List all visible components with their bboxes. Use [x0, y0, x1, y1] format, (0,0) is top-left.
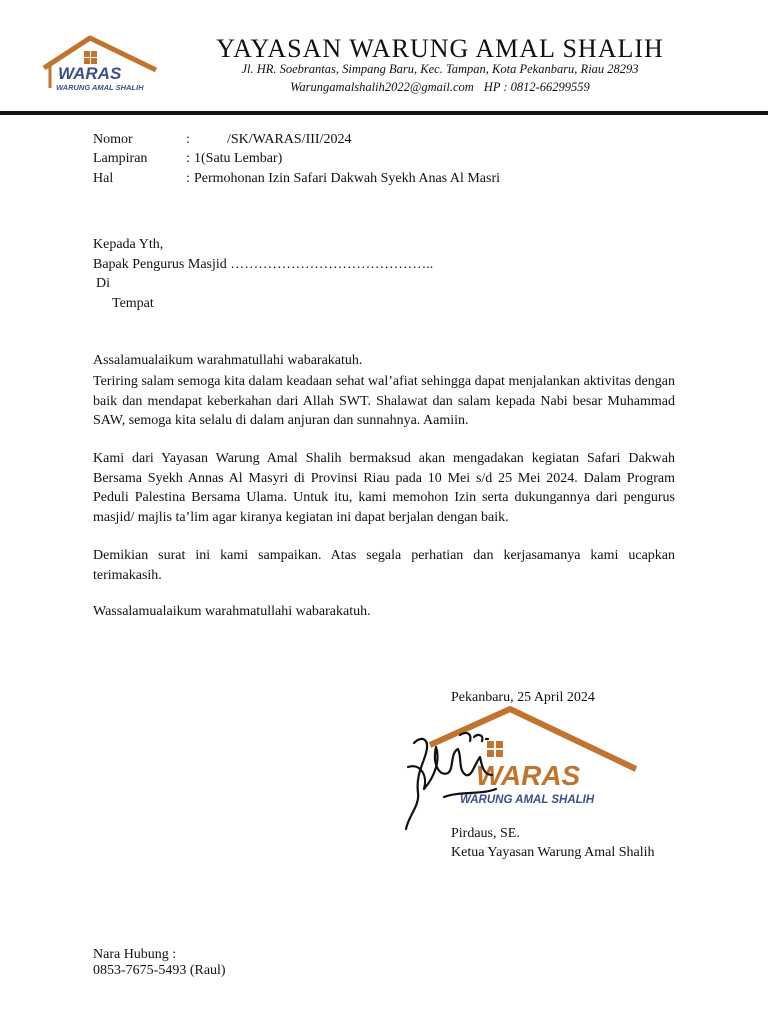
body-paragraph-2: Kami dari Yayasan Warung Amal Shalih bermaksud akan mengadakan kegiatan Safari Dakwah Bersama Syekh Annas Al Masyri di Provinsi Riau pada 10 Mei s/d 25 Mei 2024. Dalam Program Peduli Palestina Bersama Ulama. Untuk itu, kami memohon Izin serta dukungannya dari pengurus masjid/ majlis ta’lim agar kiranya kegiatan ini dapat berjalan dengan baik. — [93, 451, 675, 525]
closing-salutation: Wassalamualaikum warahmatullahi wabarakatuh. — [93, 604, 371, 619]
recipient-line-4: Tempat — [112, 296, 154, 311]
body-paragraph-1: Teriring salam semoga kita dalam keadaan sehat wal’afiat sehingga dapat menjalankan aktivitas dengan baik dan mendapat keberkahan dari Allah SWT. Shalawat dan salam kepada Nabi besar Muhammad SAW, semoga kita selalu di dalam anjuran dan sunnahnya. Aamiin. — [93, 374, 675, 428]
recipient-line-1: Kepada Yth, — [93, 237, 164, 252]
greeting: Assalamualaikum warahmatullahi wabarakatuh. — [93, 353, 363, 368]
body-paragraph-3: Demikian surat ini kami sampaikan. Atas segala perhatian dan kerjasamanya kami ucapkan terimakasih. — [93, 548, 675, 583]
letterhead-divider — [0, 111, 768, 115]
meta-nomor: Nomor : /SK/WARAS/III/2024 — [93, 132, 352, 147]
stamp-mark: WARAS — [476, 760, 581, 791]
meta-nomor-label: Nomor — [93, 132, 133, 147]
recipient-line-2: Bapak Pengurus Masjid …………………………………….. — [93, 257, 434, 272]
meta-lampiran-label: Lampiran — [93, 151, 148, 166]
organization-email: Warungamalshalih2022@gmail.com — [290, 80, 474, 94]
signature-stamp — [400, 705, 650, 835]
meta-hal-value: Permohonan Izin Safari Dakwah Syekh Anas Al Masri — [194, 171, 500, 186]
signature-place-date: Pekanbaru, 25 April 2024 — [451, 690, 595, 705]
meta-hal: Hal : Permohonan Izin Safari Dakwah Syekh Anas Al Masri — [93, 171, 500, 186]
meta-lampiran-value: 1(Satu Lembar) — [194, 151, 283, 166]
logo-mark: WARAS — [58, 64, 122, 83]
organization-phone: HP : 0812-66299559 — [483, 80, 590, 94]
organization-contact — [190, 80, 690, 95]
signer-block — [451, 824, 655, 862]
recipient-line-3: Di — [96, 276, 110, 291]
signer-name: Pirdaus, SE. — [451, 826, 520, 841]
organization-address: Jl. HR. Soebrantas, Simpang Baru, Kec. Tampan, Kota Pekanbaru, Riau 28293 — [241, 62, 639, 76]
contact-label: Nara Hubung : — [93, 947, 177, 962]
meta-lampiran: Lampiran : 1(Satu Lembar) — [93, 151, 283, 166]
stamp-subtitle: WARUNG AMAL SHALIH — [460, 794, 595, 806]
meta-nomor-value: /SK/WARAS/III/2024 — [227, 132, 352, 147]
signer-title: Ketua Yayasan Warung Amal Shalih — [451, 845, 655, 860]
contact-value: 0853-7675-5493 (Raul) — [93, 963, 226, 978]
organization-name: YAYASAN WARUNG AMAL SHALIH — [216, 34, 664, 63]
logo-subtitle: WARUNG AMAL SHALIH — [56, 83, 144, 92]
meta-hal-label: Hal — [93, 171, 114, 186]
organization-logo — [40, 34, 160, 96]
